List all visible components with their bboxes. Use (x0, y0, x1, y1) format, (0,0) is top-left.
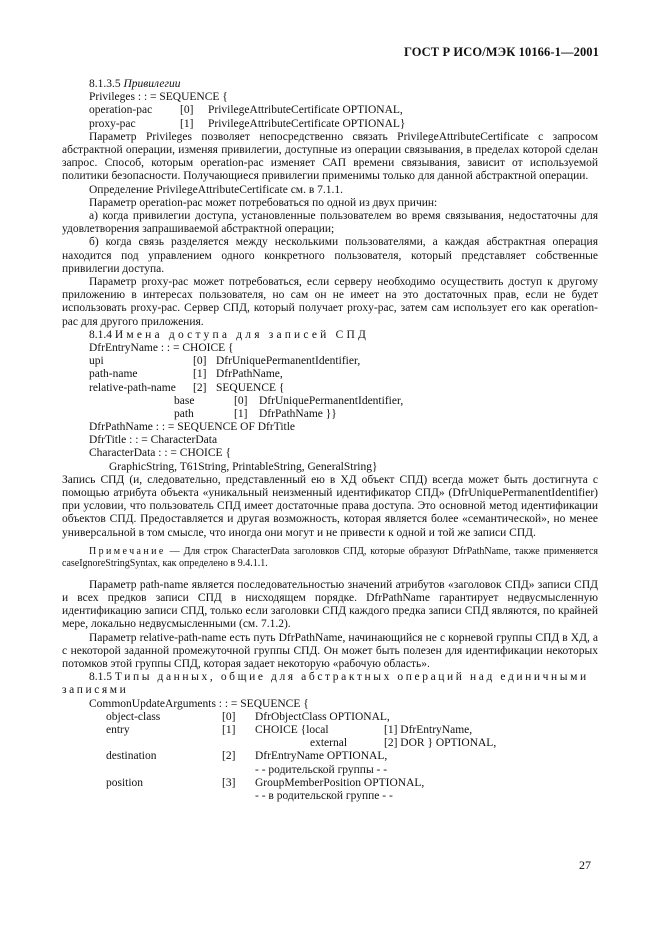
asn1-row: path-name [1] DfrPathName, (89, 368, 283, 381)
asn1-row: base [0] DfrUniquePermanentIdentifier, (174, 394, 404, 407)
asn1-row: operation-pac [0] PrivilegeAttributeCertificate OPTIONAL, (89, 104, 403, 117)
paragraph: Определение PrivilegeAttributeCertificate см. в 7.1.1. (89, 183, 343, 196)
page-body (62, 78, 598, 803)
asn1-row: entry [1] CHOICE {local [1] DfrEntryName, (106, 724, 473, 737)
section-title: Имена доступа для записей СПД (114, 328, 370, 341)
paragraph: Параметр path-name является последовательностью значений атрибутов «заголовок СПД» записи СПД и всех предков записи СПД в нисходящем порядке. DfrPathName гарантирует недвусмысленную идентификацию записи СПД, только если заголовки СПД каждого предка записи СПД являются, по крайней мере, локально недвусмысленными (см. 7.1.2). (62, 578, 598, 631)
paragraph: Запись СПД (и, следовательно, представленный ею в ХД объект СПД) всегда может быть достигнута с помощью атрибута объекта «уникальный неизменный идентификатор СПД» (DfrUniquePermanentIdentifier) при условии, что пользователь СПД имеет достаточные права доступа. Это основной метод идентификации объектов СПД. Предоставляется и другая возможность, которая является более «семантической», но менее универсальной в том смысле, что иногда они могут и не привести к одной и той же записи СПД. (62, 473, 598, 539)
section-number: 8.1.4 (89, 328, 112, 341)
asn1-comment: - - в родительской группе - - (255, 789, 393, 802)
asn1-row: relative-path-name [2] SEQUENCE { (89, 381, 285, 394)
paragraph: Параметр relative-path-name есть путь DfrPathName, начинающийся не с корневой группы СПД в ХД, а с некоторой заданной промежуточной группы СПД. Он может быть полезен для идентификации некоторых потомков этой группы СПД, которая задает некоторую «рабочую область». (62, 631, 598, 671)
asn1-row: external [2] DOR } OPTIONAL, (310, 737, 497, 750)
note (62, 546, 598, 570)
section-title-continued: записями (62, 684, 129, 697)
asn1-line: GraphicString, T61String, PrintableString, GeneralString} (109, 460, 378, 473)
section-number: 8.1.3.5 (89, 78, 121, 90)
asn1-comment: - - родительской группы - - (255, 763, 388, 776)
asn1-line: DfrPathName : : = SEQUENCE OF DfrTitle (89, 421, 296, 434)
asn1-line: DfrEntryName : : = CHOICE { (89, 341, 234, 354)
note-text: — Для строк CharacterData заголовков СПД, которые образуют DfrPathName, также применяется caseIgnoreStringSyntax, как определено в 9.4.1.1. (62, 545, 598, 569)
list-item: а) когда привилегии доступа, установленные пользователем во время связывания, недостаточны для удовлетворения запрашиваемой абстрактной операции; (62, 209, 598, 236)
section-title: Привилегии (123, 78, 181, 90)
page-header: ГОСТ Р ИСО/МЭК 10166-1—2001 (403, 45, 599, 59)
asn1-line: Privileges : : = SEQUENCE { (89, 91, 228, 104)
asn1-row: object-class [0] DfrObjectClass OPTIONAL, (106, 710, 390, 723)
section-title: Типы данных, общие для абстрактных операций над единичными (114, 671, 589, 684)
asn1-line: CommonUpdateArguments : : = SEQUENCE { (89, 697, 309, 710)
section-number: 8.1.5 (89, 671, 112, 684)
paragraph: Параметр operation-pac может потребоваться по одной из двух причин: (89, 196, 438, 209)
asn1-row: destination [2] DfrEntryName OPTIONAL, (106, 750, 388, 763)
section-heading-8-1-4 (62, 329, 598, 342)
section-heading-8-1-5 (62, 671, 598, 684)
asn1-row: proxy-pac [1] PrivilegeAttributeCertificate OPTIONAL} (89, 117, 406, 130)
asn1-row: position [3] GroupMemberPosition OPTIONAL, (106, 776, 425, 789)
asn1-line: DfrTitle : : = CharacterData (89, 434, 218, 447)
asn1-row: upi [0] DfrUniquePermanentIdentifier, (89, 355, 361, 368)
list-item: б) когда связь разделяется между несколькими пользователями, а каждая абстрактная операция находится под управлением одного конкретного пользователя, который представляет собственные привилегии доступа. (62, 236, 598, 275)
note-label: Примечание (89, 545, 166, 557)
page-number: 27 (579, 858, 591, 872)
paragraph: Параметр proxy-pac может потребоваться, если серверу необходимо осуществить доступ к другому приложению в интересах пользователя, но сам он не имеет на это достаточных прав, если не будет использовать proxy-pac. Сервер СПД, который получает proxy-pac, затем сам использует его как operation-pac для другого приложения. (62, 275, 598, 328)
paragraph: Параметр Privileges позволяет непосредственно связать PrivilegeAttributeCertificate с запросом абстрактной операции, изменяя привилегии, доступные из операции связывания, в пределах которой сделан запрос. Способ, которым operation-pac изменяет САП времени связывания, зависит от используемой политики безопасности. Получающиеся привилегии применимы только для данной абстрактной операции. (62, 130, 598, 183)
section-heading-8-1-3-5 (62, 78, 598, 91)
asn1-line: CharacterData : : = CHOICE { (89, 447, 231, 460)
asn1-row: path [1] DfrPathName }} (174, 407, 337, 420)
